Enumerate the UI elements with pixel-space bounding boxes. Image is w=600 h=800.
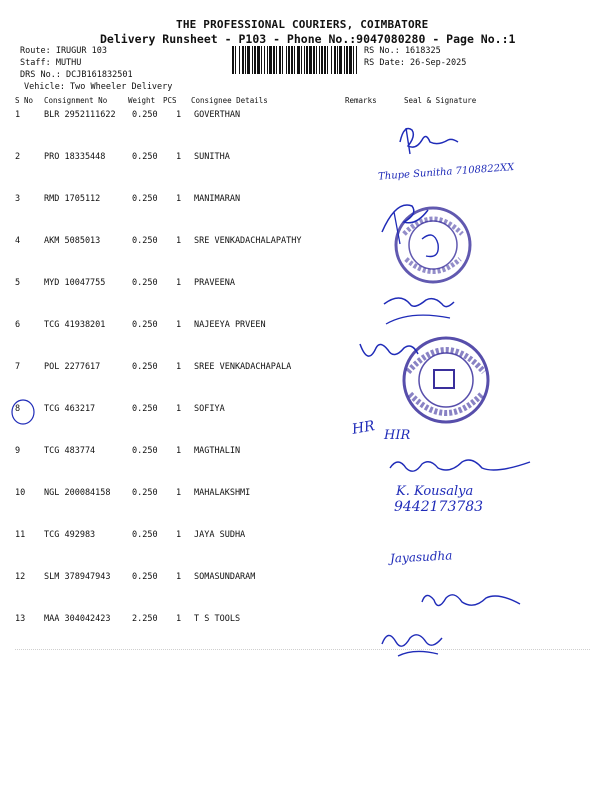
- barcode-bar: [321, 46, 323, 74]
- row-pcs: 1: [176, 278, 182, 288]
- signature-row-1: [392, 120, 462, 160]
- barcode-bar: [267, 46, 268, 74]
- staff-label: Staff: MUTHU: [20, 58, 82, 68]
- barcode-bar: [257, 46, 260, 74]
- barcode-bar: [294, 46, 295, 74]
- col-seal: Seal & Signature: [404, 96, 477, 105]
- row-pcs: 1: [176, 614, 182, 624]
- runsheet-title: Delivery Runsheet - P103 - Phone No.:9047080280 - Page No.:1: [100, 32, 516, 46]
- row-weight: 0.250: [132, 362, 158, 372]
- barcode-bar: [235, 46, 236, 74]
- row-consignee: MAGTHALIN: [194, 446, 241, 456]
- rs-date: RS Date: 26-Sep-2025: [364, 58, 467, 68]
- drs-label: DRS No.: DCJB161832501: [20, 70, 133, 80]
- barcode-bar: [252, 46, 253, 74]
- col-consignment: Consignment No: [44, 96, 108, 105]
- signature-row-3: [376, 192, 436, 252]
- row-consignment: AKM 5085013: [44, 236, 101, 246]
- row-consignment: PRO 18335448: [44, 152, 106, 162]
- row-consignment: MAA 304042423: [44, 614, 111, 624]
- row-weight: 0.250: [132, 488, 158, 498]
- row-weight: 0.250: [132, 236, 158, 246]
- barcode-bar: [313, 46, 315, 74]
- signature-row-13: [378, 624, 448, 664]
- handwritten-phone-row-10: 9442173783: [394, 499, 484, 515]
- row-sno: 4: [15, 236, 21, 246]
- row-sno: 5: [15, 278, 21, 288]
- barcode-bar: [239, 46, 240, 74]
- row-consignment: TCG 492983: [44, 530, 96, 540]
- barcode-bar: [297, 46, 300, 74]
- row-consignment: TCG 41938201: [44, 320, 106, 330]
- barcode-bar: [327, 46, 328, 74]
- barcode-bar: [291, 46, 293, 74]
- remarks-row-8: HR: [350, 418, 376, 438]
- row-weight: 0.250: [132, 404, 158, 414]
- barcode-bar: [337, 46, 338, 74]
- col-sno: S No: [15, 96, 34, 105]
- barcode-bar: [254, 46, 256, 74]
- row-consignment: SLM 378947943: [44, 572, 111, 582]
- row-pcs: 1: [176, 362, 182, 372]
- row-8-circle-mark: [8, 398, 38, 428]
- signature-row-12: [416, 588, 526, 618]
- row-sno: 13: [15, 614, 26, 624]
- signature-row-8: HIR: [384, 428, 411, 443]
- barcode-bar: [331, 46, 332, 74]
- row-consignment: POL 2277617: [44, 362, 101, 372]
- row-consignee: T S TOOLS: [194, 614, 241, 624]
- barcode: [232, 46, 358, 74]
- row-weight: 0.250: [132, 572, 158, 582]
- row-consignee: MAHALAKSHMI: [194, 488, 251, 498]
- barcode-bar: [316, 46, 317, 74]
- row-sno: 6: [15, 320, 21, 330]
- row-sno: 12: [15, 572, 26, 582]
- row-consignment: BLR 2952111622: [44, 110, 116, 120]
- col-pcs: PCS: [163, 96, 177, 105]
- row-pcs: 1: [176, 110, 182, 120]
- barcode-bar: [353, 46, 354, 74]
- page-divider: [15, 649, 590, 650]
- barcode-bar: [282, 46, 283, 74]
- vehicle-label: Vehicle: Two Wheeler Delivery: [24, 82, 173, 92]
- row-consignee: GOVERTHAN: [194, 110, 241, 120]
- row-consignment: RMD 1705112: [44, 194, 101, 204]
- row-sno: 10: [15, 488, 26, 498]
- row-weight: 2.250: [132, 614, 158, 624]
- row-pcs: 1: [176, 530, 182, 540]
- handwritten-name-row-10: K. Kousalya: [396, 484, 474, 499]
- row-sno: 11: [15, 530, 26, 540]
- row-pcs: 1: [176, 194, 182, 204]
- signature-row-9: [386, 452, 536, 482]
- barcode-bar: [286, 46, 287, 74]
- barcode-bar: [334, 46, 336, 74]
- row-weight: 0.250: [132, 152, 158, 162]
- barcode-bar: [346, 46, 348, 74]
- barcode-bar: [264, 46, 265, 74]
- barcode-bar: [309, 46, 312, 74]
- barcode-bar: [324, 46, 326, 74]
- barcode-bar: [247, 46, 250, 74]
- barcode-bar: [319, 46, 320, 74]
- row-sno: 8: [15, 404, 21, 414]
- barcode-bar: [245, 46, 246, 74]
- row-weight: 0.250: [132, 278, 158, 288]
- row-pcs: 1: [176, 320, 182, 330]
- barcode-bar: [356, 46, 357, 74]
- row-consignee: MANIMARAN: [194, 194, 241, 204]
- barcode-bar: [276, 46, 277, 74]
- row-consignee: NAJEEYA PRVEEN: [194, 320, 266, 330]
- row-consignee: SREE VENKADACHAPALA: [194, 362, 292, 372]
- barcode-bar: [288, 46, 290, 74]
- row-sno: 2: [15, 152, 21, 162]
- route-label: Route: IRUGUR 103: [20, 46, 107, 56]
- row-consignee: PRAVEENA: [194, 278, 235, 288]
- col-consignee: Consignee Details: [191, 96, 268, 105]
- row-sno: 1: [15, 110, 21, 120]
- row-consignee: SOMASUNDARAM: [194, 572, 256, 582]
- col-weight: Weight: [128, 96, 156, 105]
- row-pcs: 1: [176, 572, 182, 582]
- signature-row-11: Jayasudha: [389, 548, 453, 566]
- barcode-bar: [273, 46, 275, 74]
- row-consignee: SRE VENKADACHALAPATHY: [194, 236, 302, 246]
- barcode-bar: [279, 46, 281, 74]
- barcode-bar: [349, 46, 352, 74]
- barcode-bar: [232, 46, 234, 74]
- row-consignee: JAYA SUDHA: [194, 530, 246, 540]
- row-consignee: SOFIYA: [194, 404, 225, 414]
- signature-row-5: [380, 290, 460, 330]
- signature-row-2-text: Thupe Sunitha 7108822XX: [377, 162, 515, 183]
- row-pcs: 1: [176, 404, 182, 414]
- row-weight: 0.250: [132, 530, 158, 540]
- row-consignment: TCG 463217: [44, 404, 96, 414]
- row-pcs: 1: [176, 236, 182, 246]
- row-weight: 0.250: [132, 110, 158, 120]
- barcode-bar: [261, 46, 262, 74]
- row-weight: 0.250: [132, 194, 158, 204]
- barcode-bar: [242, 46, 244, 74]
- barcode-bar: [304, 46, 305, 74]
- barcode-bar: [301, 46, 302, 74]
- company-title: THE PROFESSIONAL COURIERS, COIMBATORE: [176, 18, 429, 31]
- row-consignee: SUNITHA: [194, 152, 230, 162]
- barcode-bar: [306, 46, 308, 74]
- row-sno: 3: [15, 194, 21, 204]
- row-sno: 7: [15, 362, 21, 372]
- barcode-bar: [344, 46, 345, 74]
- row-consignment: NGL 200084158: [44, 488, 111, 498]
- row-weight: 0.250: [132, 446, 158, 456]
- signature-row-6: [354, 336, 424, 376]
- row-consignment: MYD 10047755: [44, 278, 106, 288]
- row-pcs: 1: [176, 488, 182, 498]
- barcode-bar: [269, 46, 272, 74]
- row-weight: 0.250: [132, 320, 158, 330]
- col-remarks: Remarks: [345, 96, 377, 105]
- row-pcs: 1: [176, 446, 182, 456]
- row-consignment: TCG 483774: [44, 446, 96, 456]
- rs-number: RS No.: 1618325: [364, 46, 441, 56]
- barcode-bar: [339, 46, 342, 74]
- row-sno: 9: [15, 446, 21, 456]
- row-pcs: 1: [176, 152, 182, 162]
